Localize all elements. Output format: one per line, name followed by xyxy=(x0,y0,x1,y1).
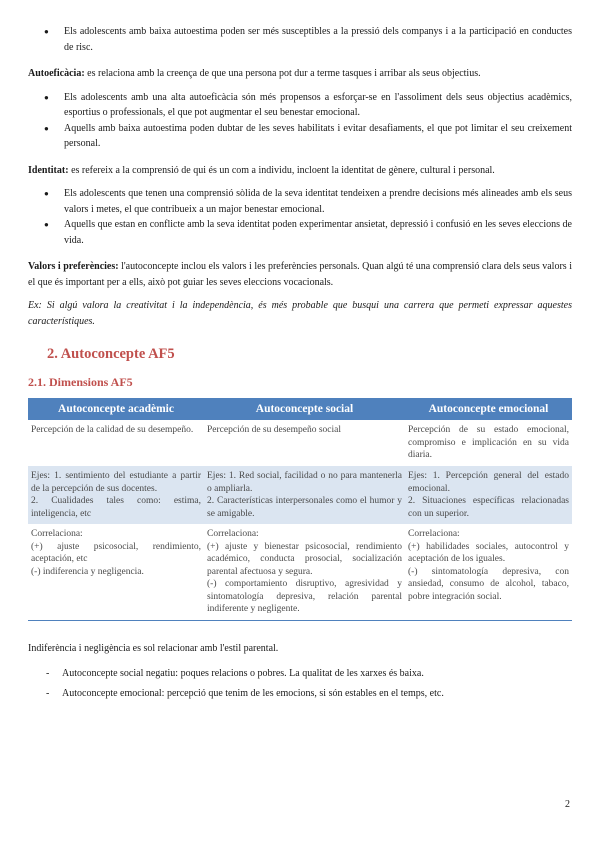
table-cell: Correlaciona: (+) habilidades sociales, autocontrol y aceptación de los iguales. (-) sintomatología depresiva, con ansiedad, consumo de alcohol, tabaco, pobre integración social. xyxy=(405,524,572,620)
paragraph-valors xyxy=(28,259,572,290)
term-autoeficacia: Autoeficàcia: xyxy=(28,68,85,79)
bullet-item: ● Aquells que estan en conflicte amb la seva identitat poden experimentar ansietat, depressió i confusió en les seves eleccions de vida. xyxy=(28,217,572,248)
table-row xyxy=(28,524,572,620)
column-header: Autoconcepte acadèmic xyxy=(28,398,204,420)
table-cell: Correlaciona: (+) ajuste y bienestar psicosocial, rendimiento académico, conducta prosocial, socialización parental afectuosa y segura. (-) comportamiento disruptivo, agresividad y sintomatología depresiva, relación parental indiferente y negligente. xyxy=(204,524,405,620)
table-cell: Ejes: 1. sentimiento del estudiante a partir de la percepción de sus docentes. 2. Cualidades tales como: estima, inteligencia, etc xyxy=(28,466,204,524)
dash-item: - Autoconcepte social negatiu: poques relacions o pobres. La qualitat de les xarxes és baixa. xyxy=(28,666,572,682)
subsection-heading: 2.1. Dimensions AF5 xyxy=(28,375,133,389)
bullet-list-autoestima xyxy=(28,24,572,55)
af5-dimensions-table xyxy=(28,398,572,621)
paragraph-text: l'autoconcepte inclou els valors i les preferències personals. Quan algú té una comprensió clara dels seus valors i el que és important per a ells, això pot guiar les seves eleccions vocacionals. xyxy=(28,261,572,288)
paragraph-text: es relaciona amb la creença de que una persona pot dur a terme tasques i arribar als seus objectius. xyxy=(84,68,481,79)
paragraph-text: es refereix a la comprensió de qui és un com a individu, incloent la identitat de gènere, cultural i personal. xyxy=(68,164,495,176)
paragraph-indiferencia: Indiferència i negligència es sol relacionar amb l'estil parental. xyxy=(28,642,279,654)
bullet-item: ● Aquells amb baixa autoestima poden dubtar de les seves habilitats i evitar desafiaments, el que pot limitar el seu creixement personal. xyxy=(28,121,572,152)
bullet-list-autoeficacia xyxy=(28,90,572,152)
table-cell: Correlaciona: (+) ajuste psicosocial, rendimiento, aceptación, etc (-) indiferencia y negligencia. xyxy=(28,524,204,620)
dash-list xyxy=(28,666,572,701)
page-number: 2 xyxy=(565,799,570,810)
table-row xyxy=(28,466,572,524)
table-header-row xyxy=(28,398,572,420)
bullet-list-identitat xyxy=(28,186,572,248)
column-header: Autoconcepte emocional xyxy=(405,398,572,420)
term-valors: Valors i preferències: xyxy=(28,261,119,272)
bullet-item: ● Els adolescents que tenen una comprensió sòlida de la seva identitat tendeixen a prendre decisions més alineades amb els seus valors i metes, el que contribueix a un major benestar emocional. xyxy=(28,186,572,217)
example-paragraph: Ex: Si algú valora la creativitat i la independència, és més probable que busqui una carrera que permeti expressar aquestes característiques. xyxy=(28,300,572,327)
bullet-item: ● Els adolescents amb baixa autoestima poden ser més susceptibles a la pressió dels companys i a la participació en conductes de risc. xyxy=(28,24,572,55)
column-header: Autoconcepte social xyxy=(204,398,405,420)
paragraph-identitat xyxy=(28,163,572,179)
section-heading: 2. Autoconcepte AF5 xyxy=(47,346,175,362)
dash-item: - Autoconcepte emocional: percepció que tenim de les emocions, si són estables en el temps, etc. xyxy=(28,686,572,702)
table-row xyxy=(28,420,572,466)
table-cell: Ejes: 1. Red social, facilidad o no para mantenerla o ampliarla. 2. Características interpersonales como el humor y se amigable. xyxy=(204,466,405,524)
document-page xyxy=(28,24,572,701)
table-cell: Ejes: 1. Percepción general del estado emocional. 2. Situaciones específicas relacionadas con un superior. xyxy=(405,466,572,524)
table-cell: Percepción de su desempeño social xyxy=(207,425,342,435)
table-cell: Percepción de la calidad de su desempeño. xyxy=(31,425,194,435)
bullet-item: ● Els adolescents amb una alta autoeficàcia són més propensos a esforçar-se en l'assoliment dels seus objectius acadèmics, esportius o professionals, el que pot augmentar el seu benestar emocional. xyxy=(28,90,572,121)
paragraph-autoeficacia xyxy=(28,66,572,82)
term-identitat: Identitat: xyxy=(28,164,69,176)
table-cell: Percepción de su estado emocional, compromiso e implicación en su vida diaria. xyxy=(408,425,569,460)
